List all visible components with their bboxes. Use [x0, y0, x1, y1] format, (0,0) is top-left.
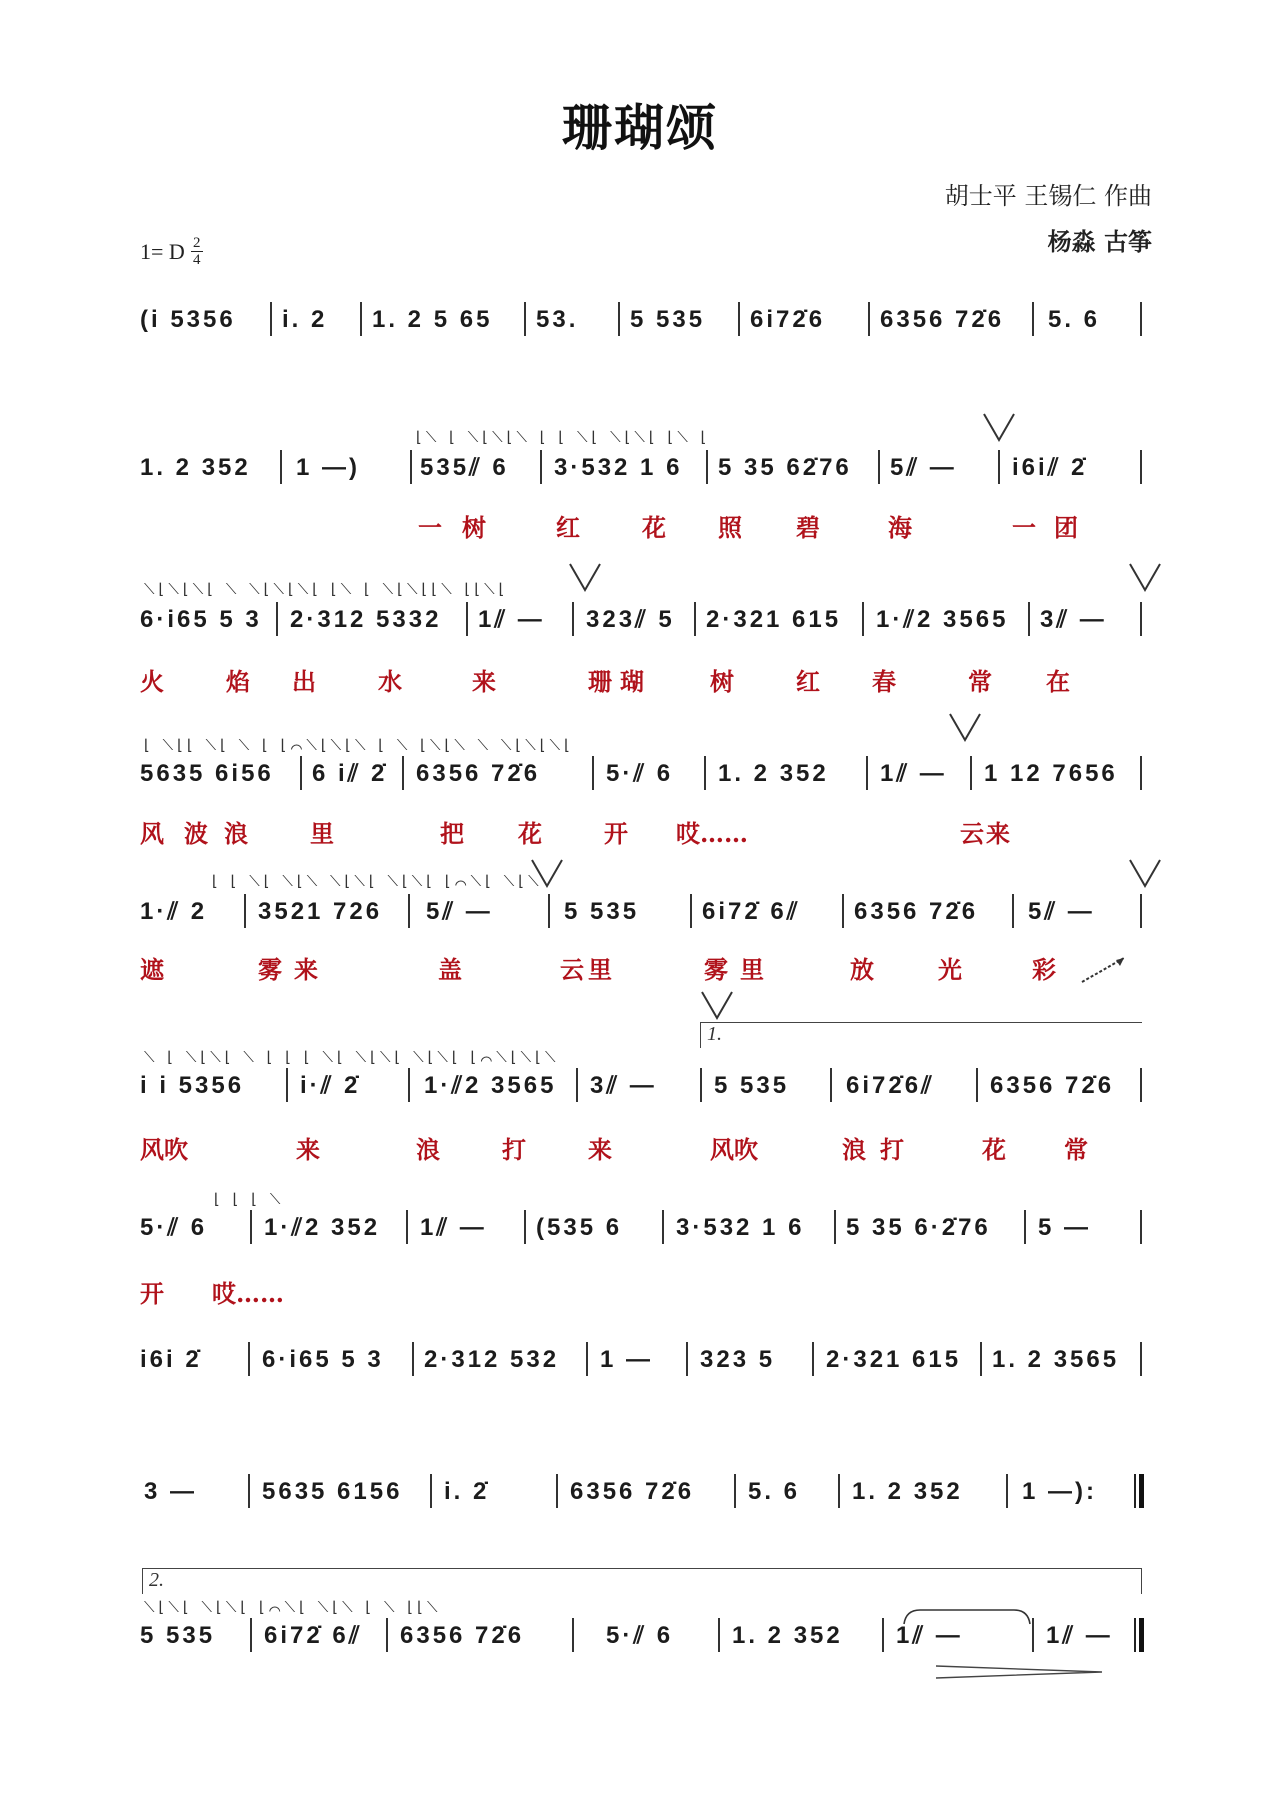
performer-credit: 杨淼 古筝 [1047, 227, 1152, 256]
measure: 3⫽ — [590, 1072, 657, 1099]
measure: 6356 72̇6 [416, 760, 541, 787]
measure: 5 535 [714, 1072, 790, 1099]
measure: 323 5 [700, 1346, 776, 1373]
measure: i i 5356 [140, 1072, 245, 1099]
measure: i. 2̇ [444, 1478, 490, 1505]
measure: 6356 72̇6 [570, 1478, 695, 1505]
measure: i6i⫽ 2̇ [1012, 454, 1088, 481]
measure: 5635 6i56 [140, 760, 274, 787]
measure: 5 535 [140, 1622, 216, 1649]
measure: 3·532 1 6 [676, 1214, 805, 1241]
measure: 5·⫽ 6 [606, 760, 674, 787]
volta-bracket-2: 2. [142, 1568, 1142, 1594]
measure: 5·⫽ 6 [606, 1622, 674, 1649]
technique-marks: ⌊ ⌊ ⟍⌊ ⟍⌊⟍ ⟍⌊⟍⌊ ⟍⌊⟍⌊ ⌊⌒⟍⌊ ⟍⌊⟍ [212, 872, 543, 890]
technique-marks: ⟍⌊⟍⌊⟍⌊ ⟍ ⟍⌊⟍⌊⟍⌊ ⌊⟍ ⌊ ⟍⌊⟍⌊⌊⟍ ⌊⌊⟍⌊ [144, 580, 509, 598]
measure: 53. [536, 306, 579, 333]
breath-mark-icon [700, 990, 734, 1020]
measure: 535⫽ 6 [420, 454, 509, 481]
score-row-2 [140, 448, 1140, 488]
measure: i. 2 [282, 306, 328, 333]
measure: 1 —): [1022, 1478, 1097, 1505]
measure: (535 6 [536, 1214, 623, 1241]
measure: 323⫽ 5 [586, 606, 675, 633]
tie-arc-icon [900, 1606, 1034, 1626]
composer-credit: 胡士平 王锡仁 作曲 [944, 182, 1152, 210]
technique-marks: ⌊ ⟍⌊⌊ ⟍⌊ ⟍ ⌊ ⌊⌒⟍⌊⟍⌊⟍ ⌊ ⟍ ⌊⟍⌊⟍ ⟍ ⟍⌊⟍⌊⟍⌊ [144, 736, 574, 754]
measure: 1·⫽2 3565 [424, 1072, 557, 1099]
measure: 1. 2 352 [718, 760, 829, 787]
score-row-5 [140, 892, 1140, 932]
measure: 6i72̇6 [750, 306, 826, 333]
breath-mark-icon [982, 412, 1016, 442]
breath-mark-icon [948, 712, 982, 742]
measure: 5⫽ — [426, 898, 493, 925]
measure: 6i72̇6⫽ [846, 1072, 935, 1099]
measure: 1. 2 352 [140, 454, 251, 481]
technique-marks: ⌊⟍ ⌊ ⟍⌊⟍⌊⟍ ⌊ ⌊ ⟍⌊ ⟍⌊⟍⌊ ⌊⟍ ⌊ [416, 428, 711, 446]
breath-mark-icon [530, 858, 564, 888]
measure: 1 12 7656 [984, 760, 1118, 787]
measure: 1 —) [296, 454, 361, 481]
decrescendo-icon [934, 1664, 1104, 1680]
glissando-arrow-icon [1080, 954, 1128, 984]
measure: 2·321 615 [706, 606, 842, 633]
score-row-8 [140, 1340, 1140, 1380]
measure: 1. 2 5 65 [372, 306, 493, 333]
score-row-9 [140, 1472, 1140, 1512]
measure: 6 i⫽ 2̇ [312, 760, 388, 787]
measure: 3⫽ — [1040, 606, 1107, 633]
measure: 6i72̇ 6⫽ [264, 1622, 363, 1649]
measure: 6i72̇ 6⫽ [702, 898, 801, 925]
score-row-7 [140, 1208, 1140, 1248]
measure: 1⫽ — [420, 1214, 487, 1241]
measure: 5 535 [630, 306, 706, 333]
score-row-3 [140, 600, 1140, 640]
score-row-6 [140, 1066, 1140, 1106]
measure: 6356 72̇6 [854, 898, 979, 925]
measure: 5. 6 [1048, 306, 1101, 333]
score-row-4 [140, 754, 1140, 794]
measure: 2·312 532 [424, 1346, 560, 1373]
key-signature [140, 236, 203, 267]
measure: 5·⫽ 6 [140, 1214, 208, 1241]
technique-marks: ⟍⌊⟍⌊ ⟍⌊⟍⌊ ⌊⌒⟍⌊ ⟍⌊⟍ ⌊ ⟍ ⌊⌊⟍ [144, 1598, 442, 1616]
measure: 5635 6156 [262, 1478, 403, 1505]
time-signature: $\frac{2}{4}$ [191, 236, 203, 267]
breath-mark-icon [568, 562, 602, 592]
measure: 5 35 6·2̇76 [846, 1214, 991, 1241]
measure: 6356 72̇6 [990, 1072, 1115, 1099]
measure: 1. 2 3565 [992, 1346, 1120, 1373]
key-label: 1= D [140, 238, 185, 264]
measure: 5 — [1038, 1214, 1092, 1241]
measure: 5 535 [564, 898, 640, 925]
measure: 3·532 1 6 [554, 454, 683, 481]
measure: 3 — [144, 1478, 198, 1505]
breath-mark-icon [1128, 562, 1162, 592]
score-title: 珊瑚颂 [562, 98, 718, 157]
measure: 1. 2 352 [852, 1478, 963, 1505]
measure: 5⫽ — [1028, 898, 1095, 925]
measure: 1 — [600, 1346, 654, 1373]
measure: 6·i65 5 3 [262, 1346, 384, 1373]
measure: 2·312 5332 [290, 606, 442, 633]
measure: 1·⫽2 352 [264, 1214, 381, 1241]
measure: 1⫽ — [1046, 1622, 1113, 1649]
score-row-1 [140, 300, 1140, 340]
measure: i6i 2̇ [140, 1346, 202, 1373]
measure: 1⫽ — [880, 760, 947, 787]
measure: 5 35 62̇76 [718, 454, 852, 481]
measure: 5. 6 [748, 1478, 801, 1505]
measure: 1·⫽2 3565 [876, 606, 1009, 633]
measure: 1⫽ — [478, 606, 545, 633]
repeat-end-barline [1134, 1474, 1144, 1508]
measure: 3521 726 [258, 898, 383, 925]
measure: 1. 2 352 [732, 1622, 843, 1649]
technique-marks: ⟍ ⌊ ⟍⌊⟍⌊ ⟍ ⌊ ⌊ ⌊ ⟍⌊ ⟍⌊⟍⌊ ⟍⌊⟍⌊ ⌊⌒⟍⌊⟍⌊⟍ [144, 1048, 560, 1066]
measure: (i 5356 [140, 306, 236, 333]
measure: 6356 72̇6 [400, 1622, 525, 1649]
measure: 6356 72̇6 [880, 306, 1005, 333]
measure: 5⫽ — [890, 454, 957, 481]
volta-bracket-1: 1. [700, 1022, 1142, 1048]
measure: 1·⫽ 2 [140, 898, 208, 925]
final-barline [1134, 1618, 1144, 1652]
measure: 6·i65 5 3 [140, 606, 262, 633]
measure: 2·321 615 [826, 1346, 962, 1373]
technique-marks: ⌊ ⌊ ⌊ ⟍ [214, 1190, 285, 1208]
measure: i·⫽ 2̇ [300, 1072, 361, 1099]
breath-mark-icon [1128, 858, 1162, 888]
measure: 1⫽ — [896, 1622, 963, 1649]
